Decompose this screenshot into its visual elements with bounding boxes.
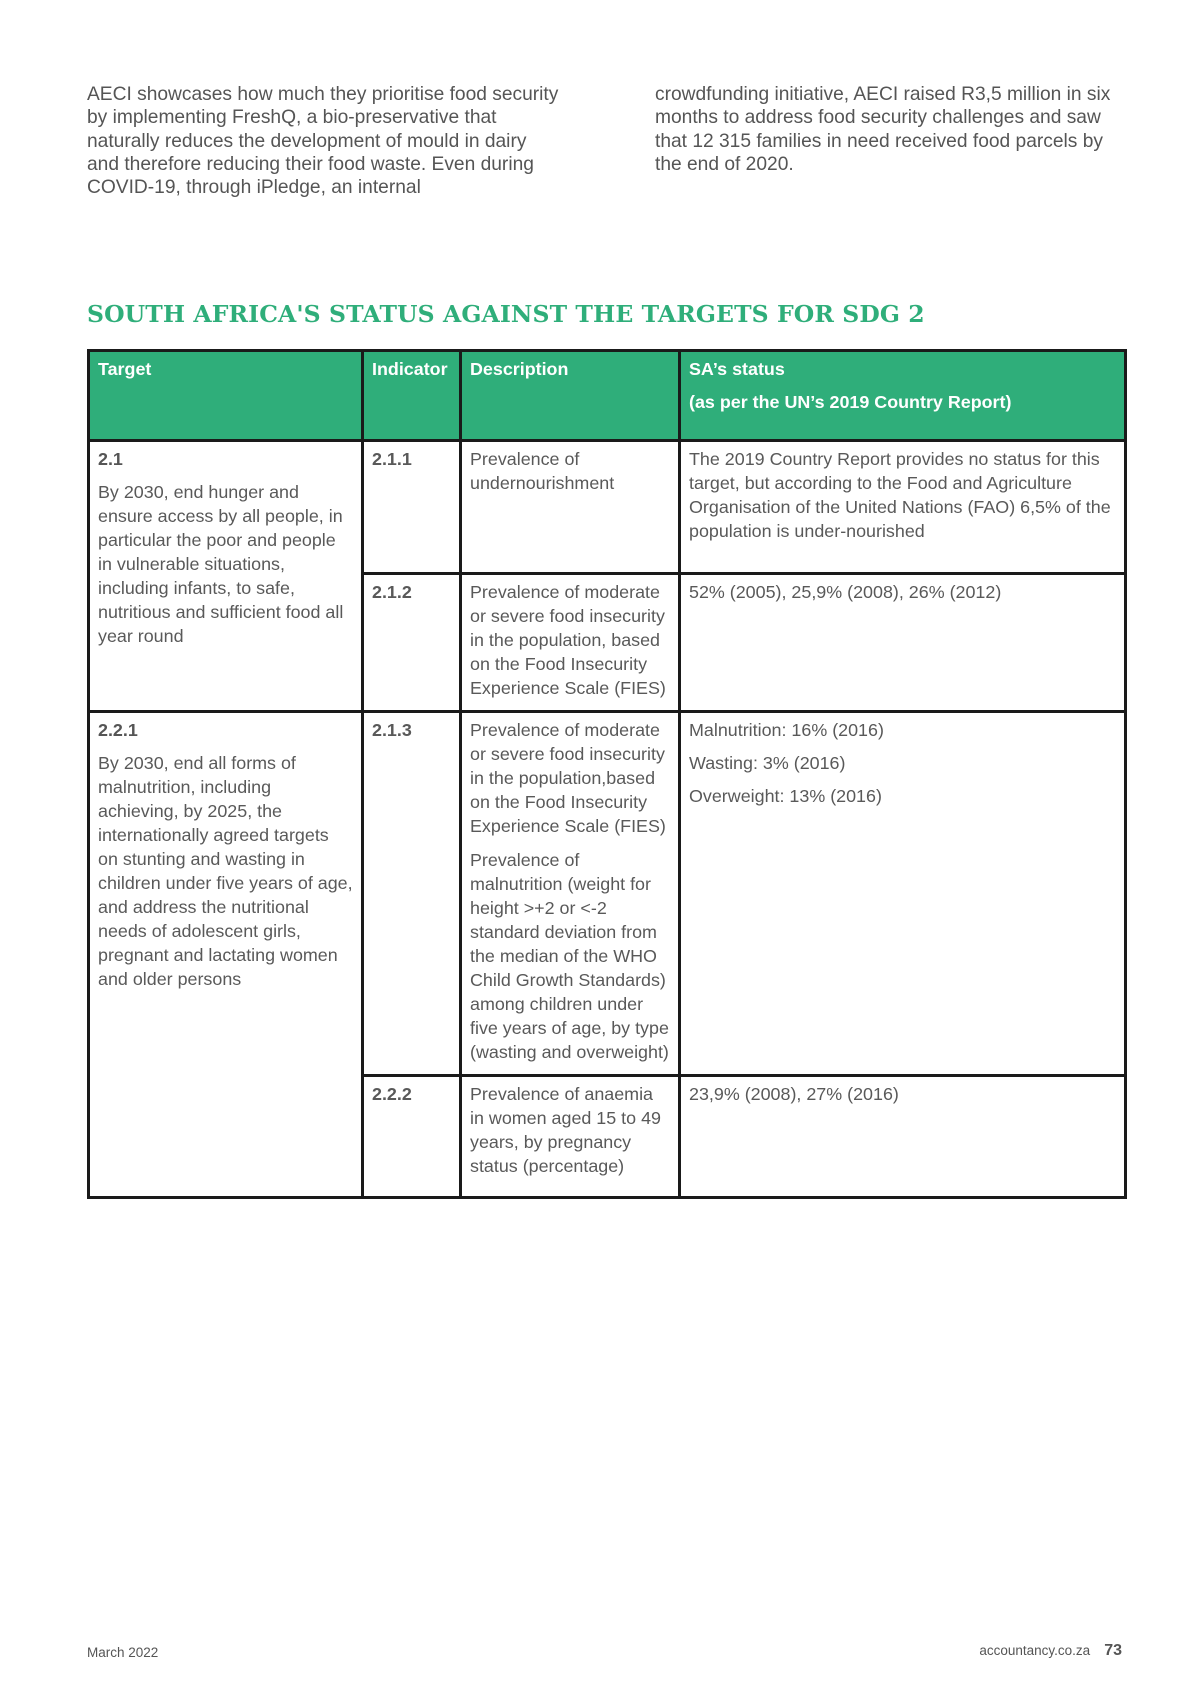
header-description: Description [461,351,680,441]
status-text: 52% (2005), 25,9% (2008), 26% (2012) [689,582,1002,602]
header-status-subtitle: (as per the UN’s 2019 Country Report) [689,392,1012,412]
header-target: Target [89,351,363,441]
status-text: 23,9% (2008), 27% (2016) [689,1084,899,1104]
footer-website: accountancy.co.za [979,1643,1091,1658]
status-text: Wasting: 3% (2016) [689,753,846,773]
indicator-cell: 2.1.2 [363,574,461,712]
status-cell [680,441,1126,574]
description-text: Prevalence of anaemia in women aged 15 to 49 years, by pregnancy status (percentage) [470,1084,661,1176]
status-text: Overweight: 13% (2016) [689,786,882,806]
target-text: By 2030, end hunger and ensure access by all people, in particular the poor and people in vulnerable situations, including infants, to safe, nutritious and sufficient food all year round [98,482,344,646]
table-header-row [89,351,1126,441]
target-cell [89,441,363,712]
sdg2-status-table [87,349,1127,1199]
description-cell [461,441,680,574]
status-cell [680,574,1126,712]
indicator-cell: 2.1.1 [363,441,461,574]
description-cell [461,1076,680,1198]
header-indicator: Indicator [363,351,461,441]
header-status [680,351,1126,441]
indicator-cell: 2.2.2 [363,1076,461,1198]
table-row [89,712,1126,1076]
intro-text [87,83,1127,199]
description-text: Prevalence of undernourishment [470,449,615,493]
footer-right [979,1642,1122,1660]
description-text: Prevalence of moderate or severe food insecurity in the population,based on the Food Insecurity Experience Scale (FIES) [470,720,666,836]
description-text: Prevalence of moderate or severe food insecurity in the population, based on the Food Insecurity Experience Scale (FIES) [470,582,666,698]
description-cell [461,712,680,1076]
target-cell [89,712,363,1198]
header-status-title: SA’s status [689,359,785,379]
indicator-cell: 2.1.3 [363,712,461,1076]
table-row [89,441,1126,574]
target-number: 2.2.1 [98,720,138,740]
status-cell [680,1076,1126,1198]
status-text: Malnutrition: 16% (2016) [689,720,884,740]
intro-column-1: AECI showcases how much they prioritise food security by implementing FreshQ, a bio-preservative that naturally reduces the development of mould in dairy and therefore reducing their food waste. Even during COVID-19, through iPledge, an internal [87,84,559,199]
target-number: 2.1 [98,449,123,469]
page-number: 73 [1104,1642,1122,1659]
section-heading: SOUTH AFRICA'S STATUS AGAINST THE TARGETS FOR SDG 2 [87,300,925,328]
status-text: The 2019 Country Report provides no status for this target, but according to the Food and Agriculture Organisation of the United Nations (FAO) 6,5% of the population is under-nourished [689,449,1111,541]
status-cell [680,712,1126,1076]
description-text: Prevalence of malnutrition (weight for height >+2 or <-2 standard deviation from the median of the WHO Child Growth Standards) among children under five years of age, by type (wasting and overweight) [470,850,669,1062]
target-text: By 2030, end all forms of malnutrition, including achieving, by 2025, the internationally agreed targets on stunting and wasting in children under five years of age, and address the nutritional needs of adolescent girls, pregnant and lactating women and older persons [98,753,353,989]
description-cell [461,574,680,712]
intro-column-2: crowdfunding initiative, AECI raised R3,5 million in six months to address food security challenges and saw that 12 315 families in need received food parcels by the end of 2020. [655,84,1111,175]
footer-date: March 2022 [87,1645,159,1660]
